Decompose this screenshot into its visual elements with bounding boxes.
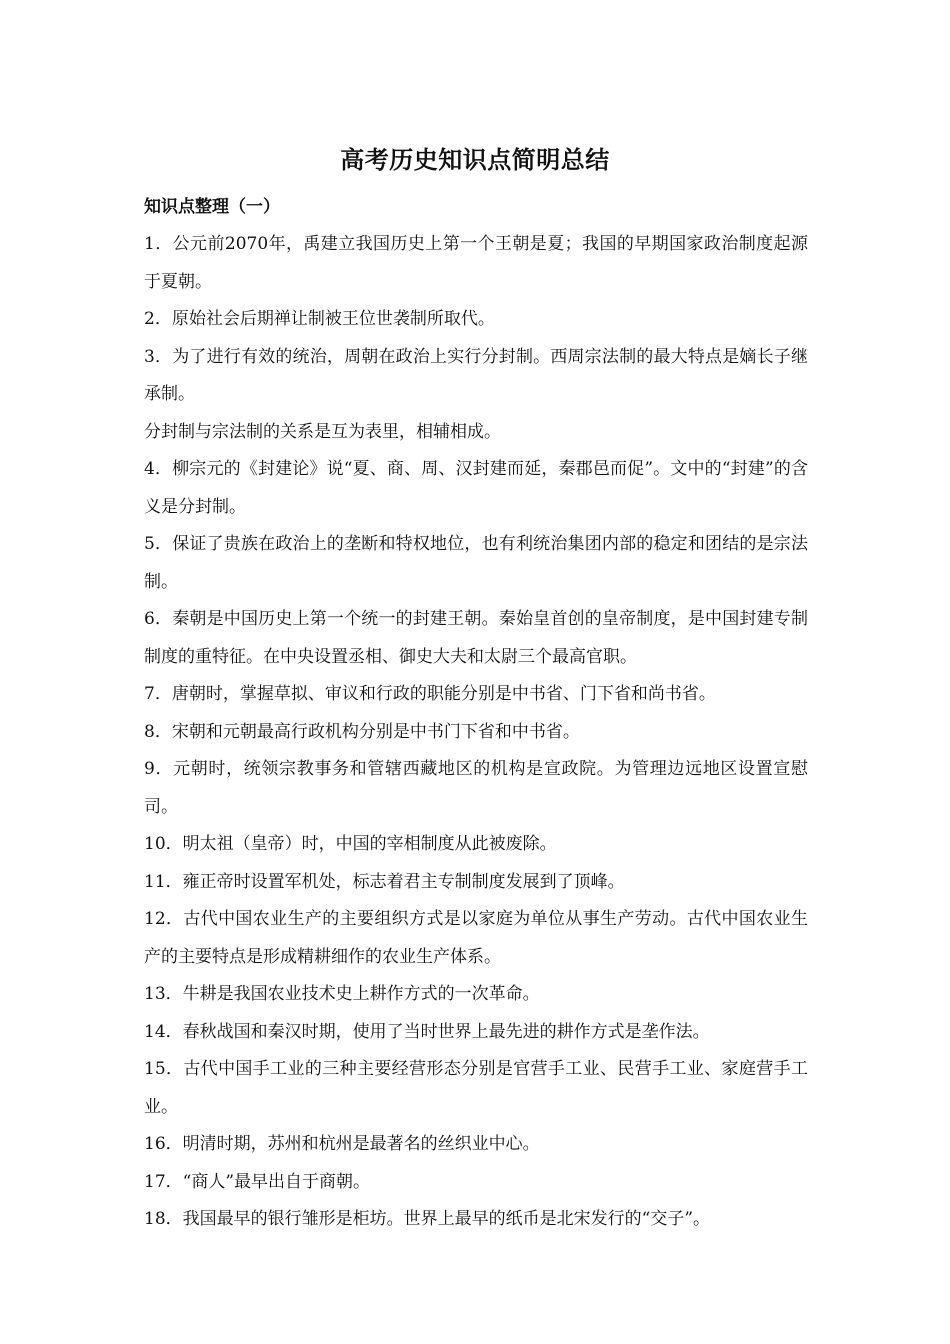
- paragraph-1: 1．公元前2070年，禹建立我国历史上第一个王朝是夏；我国的早期国家政治制度起源于夏朝。: [144, 234, 808, 292]
- section-heading: 知识点整理（一）: [144, 197, 280, 217]
- paragraph-5: 5．保证了贵族在政治上的垄断和特权地位，也有利统治集团内部的稳定和团结的是宗法制。: [144, 534, 808, 592]
- paragraph-17: 17．“商人”最早出自于商朝。: [144, 1171, 371, 1192]
- paragraph-6: 6．秦朝是中国历史上第一个统一的封建王朝。秦始皇首创的皇帝制度，是中国封建专制制度的重特征。在中央设置丞相、御史大夫和太尉三个最高官职。: [144, 609, 808, 667]
- paragraph-11: 11．雍正帝时设置军机处，标志着君主专制制度发展到了顶峰。: [144, 871, 625, 892]
- document-body: [144, 188, 808, 1239]
- paragraph-3: 3．为了进行有效的统治，周朝在政治上实行分封制。西周宗法制的最大特点是嫡长子继承制。: [144, 346, 808, 404]
- paragraph-9: 9．元朝时，统领宗教事务和管辖西藏地区的机构是宣政院。为管理边远地区设置宣慰司。: [144, 759, 808, 817]
- paragraph-14: 14．春秋战国和秦汉时期，使用了当时世界上最先进的耕作方式是垄作法。: [144, 1021, 710, 1042]
- paragraph-16: 16．明清时期，苏州和杭州是最著名的丝织业中心。: [144, 1134, 540, 1154]
- paragraph-15: 15．古代中国手工业的三种主要经营形态分别是官营手工业、民营手工业、家庭营手工业。: [144, 1059, 808, 1117]
- paragraph-7: 7．唐朝时，掌握草拟、审议和行政的职能分别是中书省、门下省和尚书省。: [144, 684, 716, 704]
- paragraph-10: 10．明太祖（皇帝）时，中国的宰相制度从此被废除。: [144, 834, 557, 854]
- paragraph-18: 18．我国最早的银行雏形是柜坊。世界上最早的纸币是北宋发行的“交子”。: [144, 1209, 711, 1229]
- paragraph-12: 12．古代中国农业生产的主要组织方式是以家庭为单位从事生产劳动。古代中国农业生产的主要特点是形成精耕细作的农业生产体系。: [144, 909, 808, 967]
- paragraph-2: 2．原始社会后期禅让制被王位世袭制所取代。: [144, 309, 495, 329]
- paragraph-13: 13．牛耕是我国农业技术史上耕作方式的一次革命。: [144, 984, 540, 1004]
- paragraph-8: 8．宋朝和元朝最高行政机构分别是中书门下省和中书省。: [144, 721, 580, 742]
- paragraph-4: 4．柳宗元的《封建论》说“夏、商、周、汉封建而延，秦郡邑而促”。文中的“封建”的含义是分封制。: [144, 459, 808, 517]
- paragraph-3-note: 分封制与宗法制的关系是互为表里，相辅相成。: [144, 421, 501, 442]
- document-title: 高考历史知识点简明总结: [340, 146, 610, 174]
